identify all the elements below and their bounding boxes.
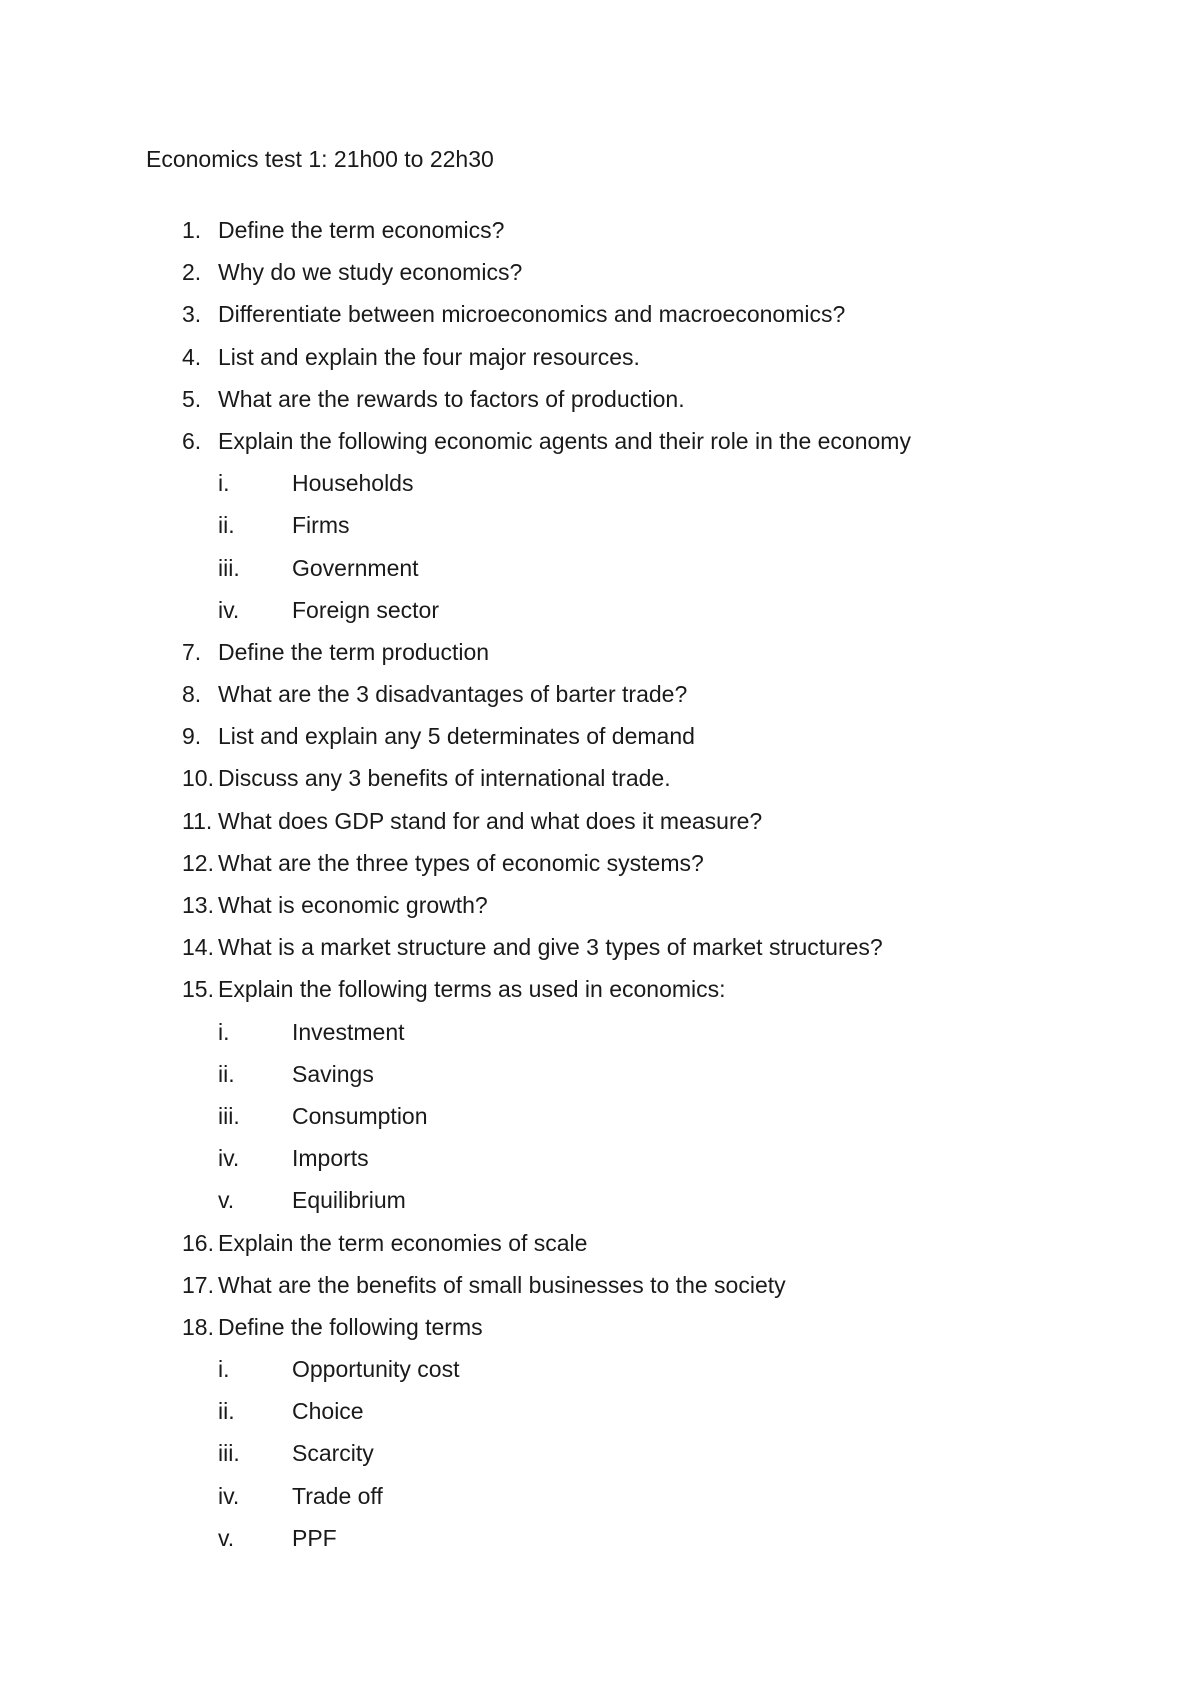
question-text: List and explain any 5 determinates of demand [218, 723, 695, 750]
question-number: 6. [182, 427, 202, 454]
question-number: 12. [182, 849, 214, 876]
question-number: 4. [182, 343, 202, 370]
sub-item-text: Consumption [292, 1102, 428, 1129]
question-item [0, 384, 1200, 426]
question-text: What are the rewards to factors of production. [218, 385, 685, 412]
question-text: Differentiate between microeconomics and macroeconomics? [218, 301, 846, 328]
question-text: What does GDP stand for and what does it measure? [218, 807, 763, 834]
sub-item-text: Government [292, 554, 419, 581]
question-number: 10. [182, 765, 214, 792]
sub-item-marker: i. [218, 1018, 230, 1045]
page-title: Economics test 1: 21h00 to 22h30 [146, 146, 494, 172]
question-number: 15. [182, 976, 214, 1003]
sub-item-text: Opportunity cost [292, 1356, 460, 1383]
question-item [0, 974, 1200, 1016]
question-text: Explain the following economic agents and their role in the economy [218, 427, 911, 454]
question-text: List and explain the four major resources. [218, 343, 640, 370]
sub-item-marker: iv. [218, 596, 240, 623]
question-item [0, 1270, 1200, 1312]
question-text: What are the benefits of small businesses to the society [218, 1271, 786, 1298]
sub-item-text: Choice [292, 1398, 364, 1425]
sub-item-marker: i. [218, 1356, 230, 1383]
question-text: What are the 3 disadvantages of barter trade? [218, 681, 688, 708]
question-text: What are the three types of economic systems? [218, 849, 704, 876]
question-text: Explain the following terms as used in economics: [218, 976, 726, 1003]
question-number: 11. [182, 807, 213, 834]
question-text: Explain the term economies of scale [218, 1229, 588, 1256]
question-number: 14. [182, 934, 214, 961]
sub-item-marker: iv. [218, 1145, 240, 1172]
sub-item-text: Households [292, 470, 414, 497]
sub-item [0, 1523, 1200, 1565]
sub-item-marker: ii. [218, 512, 235, 539]
sub-item-marker: ii. [218, 1398, 235, 1425]
question-text: Discuss any 3 benefits of international trade. [218, 765, 671, 792]
sub-item [0, 1481, 1200, 1523]
question-item [0, 257, 1200, 299]
sub-item-marker: iii. [218, 1440, 240, 1467]
sub-item [0, 1059, 1200, 1101]
question-text: Why do we study economics? [218, 259, 523, 286]
question-item [0, 890, 1200, 932]
sub-item [0, 1101, 1200, 1143]
question-list [0, 215, 1200, 1565]
question-number: 18. [182, 1313, 214, 1340]
sub-item-text: Trade off [292, 1482, 383, 1509]
question-text: Define the term production [218, 638, 490, 665]
sub-item-marker: iv. [218, 1482, 240, 1509]
question-text: What is a market structure and give 3 types of market structures? [218, 934, 883, 961]
sub-item [0, 1396, 1200, 1438]
sub-item-text: Imports [292, 1145, 369, 1172]
sub-item-marker: v. [218, 1524, 235, 1551]
sub-item [0, 1354, 1200, 1396]
sub-item [0, 553, 1200, 595]
sub-item [0, 595, 1200, 637]
question-number: 13. [182, 892, 214, 918]
question-number: 9. [182, 723, 202, 750]
question-text: What is economic growth? [218, 892, 488, 918]
sub-item-text: Equilibrium [292, 1187, 406, 1214]
question-item [0, 299, 1200, 341]
question-number: 8. [182, 681, 202, 708]
sub-item-marker: iii. [218, 554, 240, 581]
question-item [0, 932, 1200, 974]
sub-item-text: Foreign sector [292, 596, 440, 623]
sub-item-text: Investment [292, 1018, 405, 1045]
sub-item-text: Firms [292, 512, 350, 539]
sub-item [0, 1143, 1200, 1185]
sub-item [0, 468, 1200, 510]
question-item [0, 215, 1200, 257]
question-item [0, 763, 1200, 805]
question-item [0, 721, 1200, 763]
sub-item-marker: ii. [218, 1060, 235, 1087]
sub-item-marker: i. [218, 470, 230, 497]
question-number: 1. [182, 217, 202, 243]
sub-item [0, 1438, 1200, 1480]
question-item [0, 426, 1200, 468]
sub-item [0, 1017, 1200, 1059]
question-text: Define the term economics? [218, 217, 505, 243]
question-item [0, 637, 1200, 679]
question-item [0, 1312, 1200, 1354]
sub-item-text: Savings [292, 1060, 374, 1087]
question-number: 7. [182, 638, 202, 665]
sub-item-marker: iii. [218, 1102, 240, 1129]
question-number: 17. [182, 1271, 214, 1298]
question-number: 5. [182, 385, 202, 412]
question-item [0, 848, 1200, 890]
question-item [0, 1228, 1200, 1270]
question-text: Define the following terms [218, 1313, 483, 1340]
question-number: 2. [182, 259, 202, 286]
sub-item-text: Scarcity [292, 1440, 374, 1467]
sub-item-marker: v. [218, 1187, 235, 1214]
sub-item-text: PPF [292, 1524, 337, 1551]
question-number: 16. [182, 1229, 214, 1256]
question-number: 3. [182, 301, 202, 328]
question-item [0, 806, 1200, 848]
sub-item [0, 510, 1200, 552]
question-item [0, 342, 1200, 384]
sub-item [0, 1185, 1200, 1227]
question-item [0, 679, 1200, 721]
